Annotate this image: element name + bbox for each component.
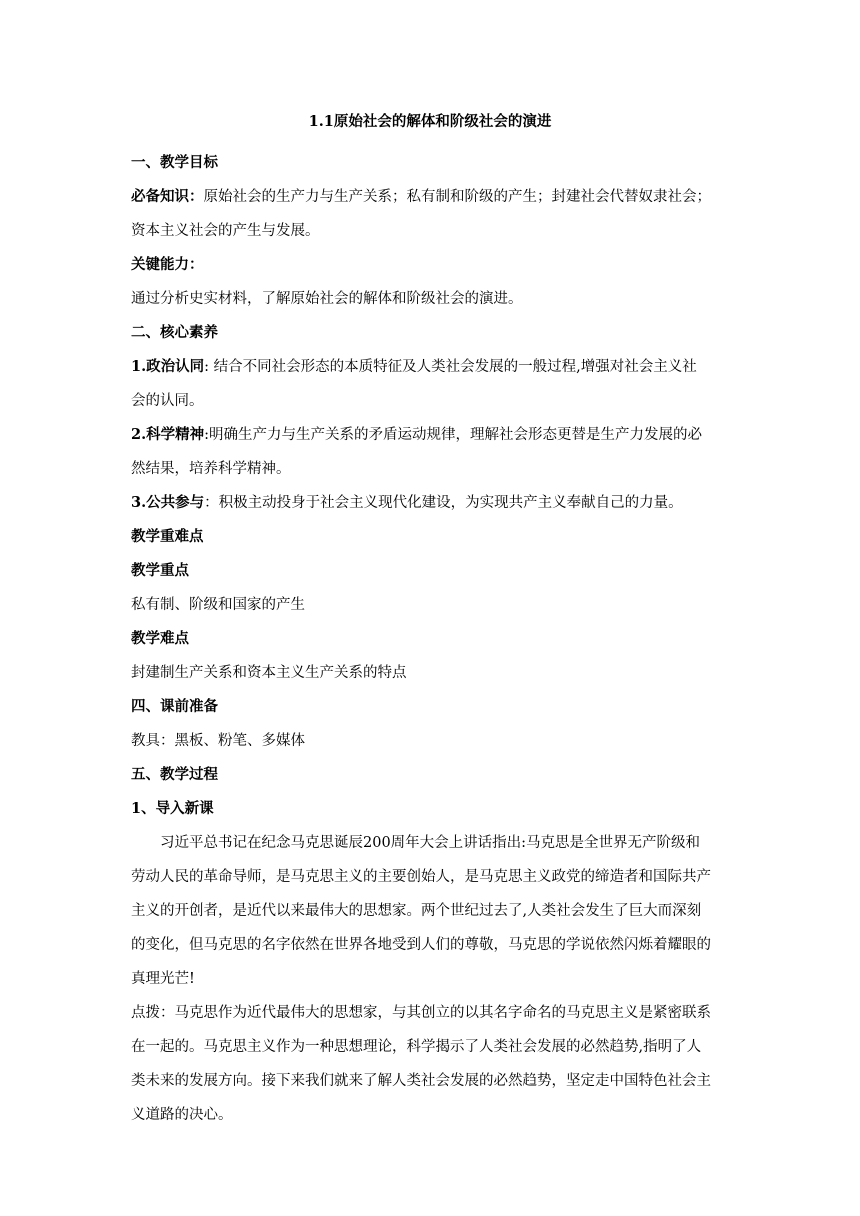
key-points-heading: 教学重点 [131, 562, 189, 579]
literacy-item-2-cont: 然结果，培养科学精神。 [131, 461, 291, 477]
intro-paragraph-line: 的变化，但马克思的名字依然在世界各地受到人们的尊敬，马克思的学说依然闪烁着耀眼的 [131, 937, 711, 953]
intro-paragraph-line: 主义的开创者，是近代以来最伟大的思想家。两个世纪过去了,人类社会发生了巨大而深刻 [131, 903, 702, 919]
literacy-item-3-label: 3.公共参与 [131, 494, 205, 511]
literacy-item-2 [131, 418, 731, 452]
literacy-item-2-label: 2.科学精神 [131, 426, 205, 443]
literacy-item-3-text: ：积极主动投身于社会主义现代化建设，为实现共产主义奉献自己的力量。 [204, 495, 683, 511]
key-points-text: 私有制、阶级和国家的产生 [131, 597, 305, 613]
difficult-points-heading: 教学难点 [131, 630, 189, 647]
section-heading-preparation: 四、课前准备 [131, 698, 218, 715]
subsection-heading-intro: 1、导入新课 [131, 800, 214, 817]
intro-paragraph-line: 劳动人民的革命导师，是马克思主义的主要创始人，是马克思主义政党的缔造者和国际共产 [131, 869, 711, 885]
knowledge-text-1: 原始社会的生产力与生产关系；私有制和阶级的产生；封建社会代替奴隶社会； [203, 189, 711, 205]
section-heading-objectives: 一、教学目标 [131, 154, 218, 171]
section-heading-process: 五、教学过程 [131, 766, 218, 783]
guidance-paragraph-line: 类未来的发展方向。接下来我们就来了解人类社会发展的必然趋势，坚定走中国特色社会主 [131, 1073, 711, 1089]
literacy-item-1-text: : 结合不同社会形态的本质特征及人类社会发展的一般过程,增强对社会主义社 [204, 359, 697, 375]
section-heading-literacy: 二、核心素养 [131, 324, 218, 341]
ability-label: 关键能力： [131, 256, 204, 273]
guidance-paragraph-line: 点拨：马克思作为近代最伟大的思想家，与其创立的以其名字命名的马克思主义是紧密联系 [131, 1005, 711, 1021]
guidance-paragraph-line: 义道路的决心。 [131, 1107, 233, 1123]
document-body [131, 146, 731, 1132]
knowledge-label: 必备知识： [131, 188, 204, 205]
knowledge-line-1 [131, 180, 731, 214]
literacy-item-3 [131, 486, 731, 520]
intro-paragraph-line: 习近平总书记在纪念马克思诞辰200周年大会上讲话指出:马克思是全世界无产阶级和 [160, 835, 701, 851]
guidance-paragraph-line: 在一起的。马克思主义作为一种思想理论，科学揭示了人类社会发展的必然趋势,指明了人 [131, 1039, 702, 1055]
knowledge-text-2: 资本主义社会的产生与发展。 [131, 223, 320, 239]
literacy-item-1-cont: 会的认同。 [131, 393, 204, 409]
literacy-item-1 [131, 350, 731, 384]
literacy-item-2-text: :明确生产力与生产关系的矛盾运动规律，理解社会形态更替是生产力发展的必 [204, 427, 703, 443]
ability-text: 通过分析史实材料，了解原始社会的解体和阶级社会的演进。 [131, 291, 523, 307]
literacy-item-1-label: 1.政治认同 [131, 358, 205, 375]
difficult-points-text: 封建制生产关系和资本主义生产关系的特点 [131, 665, 407, 681]
document-title: 1.1原始社会的解体和阶级社会的演进 [308, 113, 552, 130]
intro-paragraph-line: 真理光芒! [131, 971, 195, 987]
preparation-text: 教具：黑板、粉笔、多媒体 [131, 733, 305, 749]
section-heading-key-difficult: 教学重难点 [131, 528, 204, 545]
